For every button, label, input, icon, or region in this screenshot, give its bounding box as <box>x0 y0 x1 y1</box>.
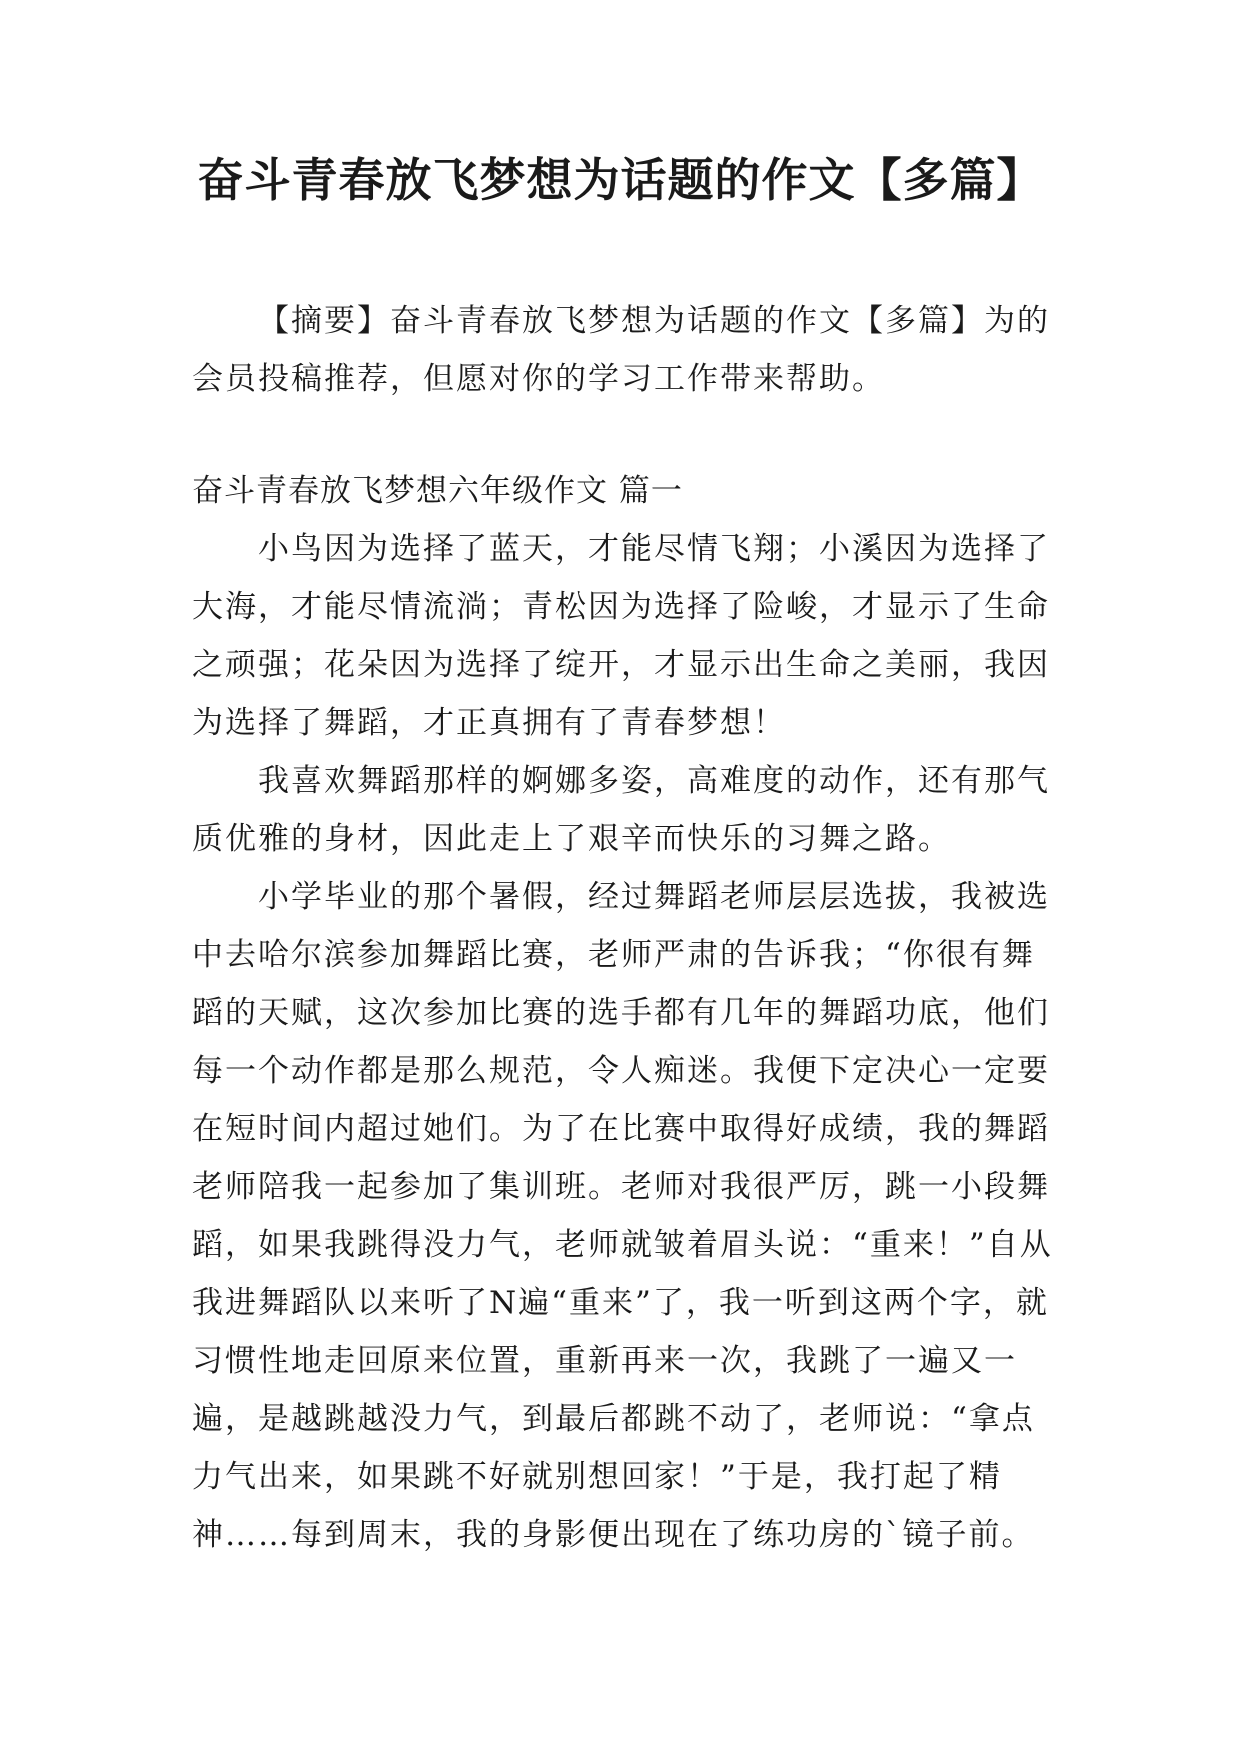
section-heading: 奋斗青春放飞梦想六年级作文 篇一 <box>192 473 683 509</box>
document-title: 奋斗青春放飞梦想为话题的作文【多篇】 <box>197 153 1044 207</box>
essay-paragraph: 我喜欢舞蹈那样的婀娜多姿，高难度的动作，还有那气质优雅的身材，因此走上了艰辛而快乐的习舞之路。 <box>192 763 1050 857</box>
essay-paragraph: 小学毕业的那个暑假，经过舞蹈老师层层选拔，我被选中去哈尔滨参加舞蹈比赛，老师严肃的告诉我；“你很有舞蹈的天赋，这次参加比赛的选手都有几年的舞蹈功底，他们每一个动作都是那么规范，令人痴迷。我便下定决心一定要在短时间内超过她们。为了在比赛中取得好成绩，我的舞蹈老师陪我一起参加了集训班。老师对我很严厉，跳一小段舞蹈，如果我跳得没力气，老师就皱着眉头说：“重来！”自从我进舞蹈队以来听了N遍“重来”了，我一听到这两个字，就习惯性地走回原来位置，重新再来一次，我跳了一遍又一遍，是越跳越没力气，到最后都跳不动了，老师说：“拿点力气出来，如果跳不好就别想回家！”于是，我打起了精神……每到周末，我的身影便出现在了练功房的`镜子前。 <box>192 879 1053 1553</box>
essay-paragraph: 小鸟因为选择了蓝天，才能尽情飞翔；小溪因为选择了大海，才能尽情流淌；青松因为选择了险峻，才显示了生命之顽强；花朵因为选择了绽开，才显示出生命之美丽，我因为选择了舞蹈，才正真拥有了青春梦想！ <box>192 531 1050 741</box>
essay-body <box>192 520 1054 1564</box>
abstract-paragraph: 【摘要】奋斗青春放飞梦想为话题的作文【多篇】为的会员投稿推荐，但愿对你的学习工作带来帮助。 <box>192 303 1050 397</box>
